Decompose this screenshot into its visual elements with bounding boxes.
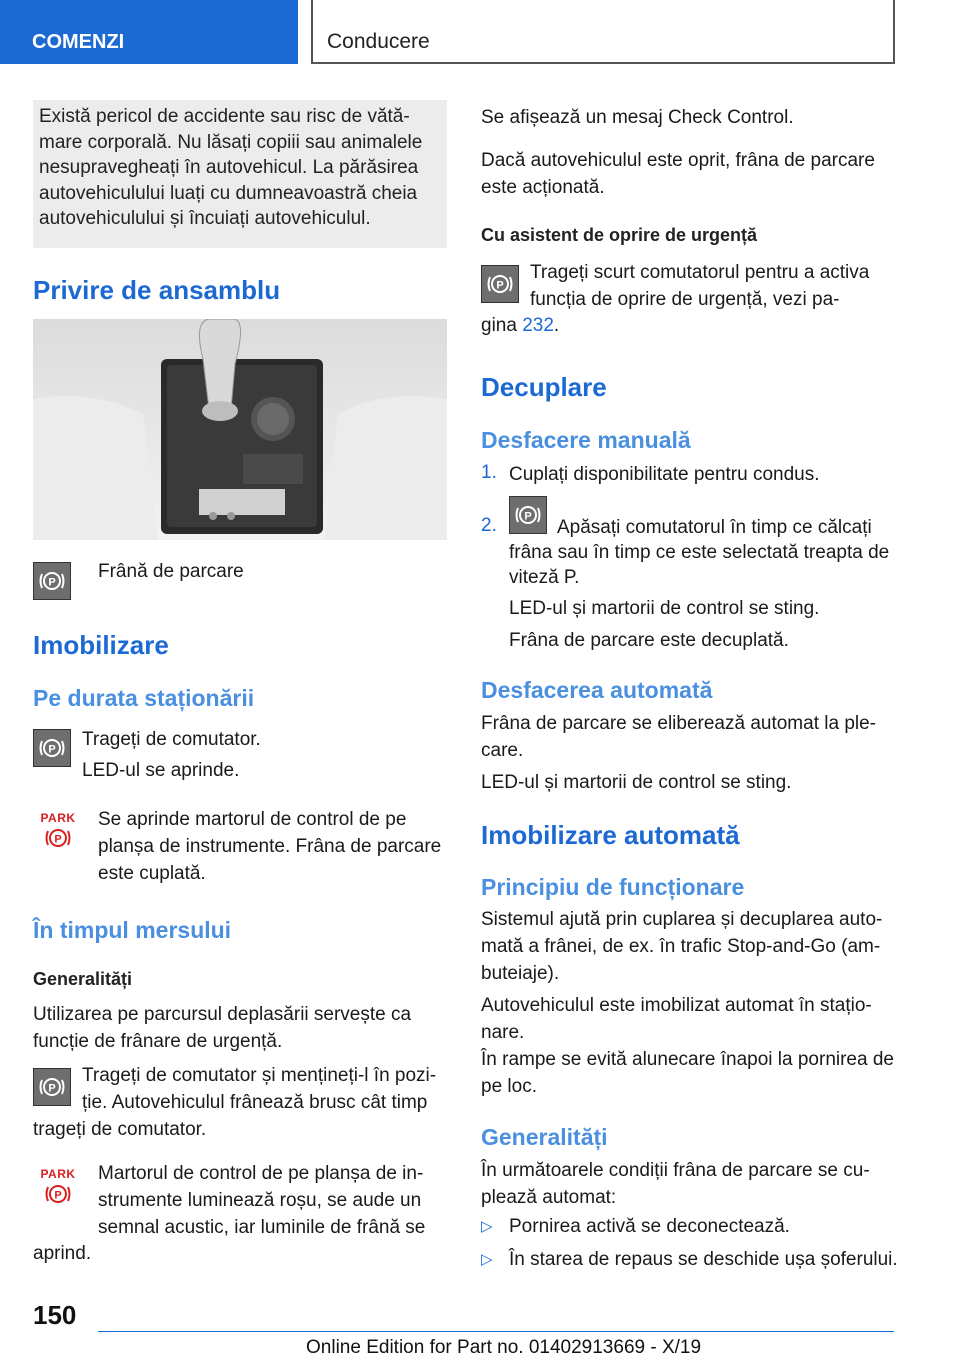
- park-text-line: planșa de instrumente. Frâna de parcare: [98, 836, 442, 857]
- ramp-line: În rampe se evită alunecare înapoi la pornirea de: [481, 1049, 894, 1070]
- immob-text: [481, 992, 872, 1046]
- photo-caption: Frână de parcare: [98, 561, 244, 582]
- stopped-text: [481, 147, 875, 201]
- driving-heading: În timpul mersului: [33, 917, 232, 943]
- parked-heading: Pe durata staționării: [33, 685, 255, 711]
- auto-release-line: care.: [481, 740, 524, 761]
- park-warning-icon: [36, 1168, 80, 1216]
- immobilize-heading: Imobilizare: [33, 630, 169, 660]
- page-number: 150: [33, 1300, 77, 1330]
- conditions-line: În următoarele condiții frâna de parcare se cu-: [481, 1160, 870, 1181]
- auto-release-text: [481, 710, 876, 764]
- bullet-triangle-icon: ▷: [481, 1251, 493, 1268]
- general-subheading: Generalități: [33, 969, 133, 989]
- parking-brake-icon: [509, 496, 547, 534]
- principle-line: mată a frânei, de ex. în trafic Stop-and-Go (am-: [481, 936, 881, 957]
- park-icon-label: PARK: [40, 1167, 76, 1181]
- step2-line: Apăsați comutatorul în timp ce călcați: [557, 517, 872, 538]
- section-tab[interactable]: COMENZI: [0, 0, 298, 64]
- pull-line: ție. Autovehiculul frânează brusc cât timp: [82, 1092, 428, 1113]
- auto-release-led: LED-ul și martorii de control se sting.: [481, 772, 792, 793]
- chapter-title: Conducere: [311, 0, 895, 64]
- assist-heading: Cu asistent de oprire de urgență: [481, 225, 758, 245]
- manual-heading: Desfacere manuală: [481, 427, 691, 453]
- warning-box: [33, 100, 447, 248]
- step-number: 2.: [481, 515, 497, 536]
- warning-line: mare corporală. Nu lăsați copiii sau animalele: [39, 131, 423, 153]
- parked-line: Trageți de comutator.: [82, 729, 261, 750]
- pull-line: Trageți de comutator și mențineți-l în pozi-: [82, 1065, 437, 1086]
- warning-line: nesupravegheați în autovehicul. La părăsirea: [39, 157, 419, 178]
- stopped-line: Dacă autovehiculul este oprit, frâna de parcare: [481, 150, 875, 171]
- assist-line: Trageți scurt comutatorul pentru a activa: [530, 262, 870, 283]
- conditions-line: plează automat:: [481, 1187, 617, 1208]
- ramp-text: [481, 1046, 894, 1100]
- park-warning-icon: [36, 812, 80, 860]
- assist-page-suffix: .: [553, 315, 560, 336]
- parking-brake-icon: [33, 562, 71, 600]
- general-line: Utilizarea pe parcursul deplasării servește ca: [33, 1004, 412, 1025]
- immob-line: Autovehiculul este imobilizat automat în stațio-: [481, 995, 872, 1016]
- page-link-232[interactable]: 232: [522, 315, 554, 336]
- svg-text:P: P: [48, 1082, 56, 1095]
- svg-text:P: P: [48, 576, 56, 589]
- warning-line: autovehiculului și încuiați autovehiculul.: [39, 208, 371, 229]
- parking-brake-icon: [481, 265, 519, 303]
- step2-released: Frâna de parcare este decuplată.: [509, 630, 789, 651]
- conditions-text: [481, 1157, 870, 1211]
- center-console-illustration: [33, 319, 447, 540]
- park-text-line: este cuplată.: [98, 863, 206, 884]
- bullet-item: Pornirea activă se deconectează.: [509, 1216, 790, 1237]
- overview-heading: Privire de ansamblu: [33, 275, 281, 305]
- step1-text: Cuplați disponibilitate pentru condus.: [509, 464, 820, 485]
- step2-line: frâna sau în timp ce este selectată treapta de: [509, 542, 890, 563]
- pull-line: trageți de comutator.: [33, 1119, 207, 1140]
- console-photo: [33, 319, 447, 540]
- release-heading: Decuplare: [481, 372, 607, 402]
- lamp-line: strumente luminează roșu, se aude un: [98, 1190, 422, 1211]
- parking-brake-icon: [33, 729, 71, 767]
- park-text-line: Se aprinde martorul de control de pe: [98, 809, 407, 830]
- step-number: 1.: [481, 462, 497, 483]
- step2-led: LED-ul și martorii de control se sting.: [509, 598, 820, 619]
- warning-line: Există pericol de accidente sau risc de vătă-: [39, 106, 410, 127]
- bullet-item: În starea de repaus se deschide ușa șoferului.: [509, 1249, 898, 1270]
- principle-line: buteiaje).: [481, 963, 560, 984]
- parking-brake-icon: [33, 1068, 71, 1106]
- general-heading-right: Generalități: [481, 1124, 608, 1150]
- ramp-line: pe loc.: [481, 1076, 537, 1097]
- principle-line: Sistemul ajută prin cuplarea și decuplarea auto-: [481, 909, 883, 930]
- general-line: funcție de frânare de urgență.: [33, 1031, 283, 1052]
- auto-release-heading: Desfacerea automată: [481, 677, 713, 703]
- svg-text:P: P: [48, 743, 56, 756]
- assist-line: funcția de oprire de urgență, vezi pa-: [530, 289, 840, 310]
- svg-text:P: P: [524, 510, 532, 523]
- lamp-line: Martorul de control de pe planșa de in-: [98, 1163, 424, 1184]
- principle-heading: Principiu de funcționare: [481, 874, 745, 900]
- assist-page-prefix: gina: [481, 315, 523, 336]
- svg-text:P: P: [496, 279, 504, 292]
- footer-divider: [98, 1331, 894, 1332]
- lamp-line: semnal acustic, iar luminile de frână se: [98, 1217, 426, 1238]
- parked-line: LED-ul se aprinde.: [82, 760, 240, 781]
- principle-text: [481, 906, 882, 987]
- svg-text:P: P: [54, 833, 62, 846]
- lamp-line: aprind.: [33, 1243, 92, 1264]
- general-text: [33, 1001, 411, 1055]
- park-icon-label: PARK: [40, 811, 76, 825]
- park-text: [98, 806, 441, 887]
- bullet-triangle-icon: ▷: [481, 1218, 493, 1235]
- check-control-text: Se afișează un mesaj Check Control.: [481, 107, 794, 128]
- assist-line-last: [481, 312, 559, 339]
- warning-line: autovehiculului luați cu dumneavoastră cheia: [39, 182, 418, 204]
- auto-release-line: Frâna de parcare se eliberează automat la ple-: [481, 713, 877, 734]
- stopped-line: este acționată.: [481, 177, 605, 198]
- step2-line: viteză P.: [509, 567, 580, 588]
- svg-text:P: P: [54, 1189, 62, 1202]
- edition-text: Online Edition for Part no. 01402913669 - X/19: [306, 1337, 702, 1358]
- immob-line: nare.: [481, 1022, 525, 1043]
- auto-immobilize-heading: Imobilizare automată: [481, 820, 740, 850]
